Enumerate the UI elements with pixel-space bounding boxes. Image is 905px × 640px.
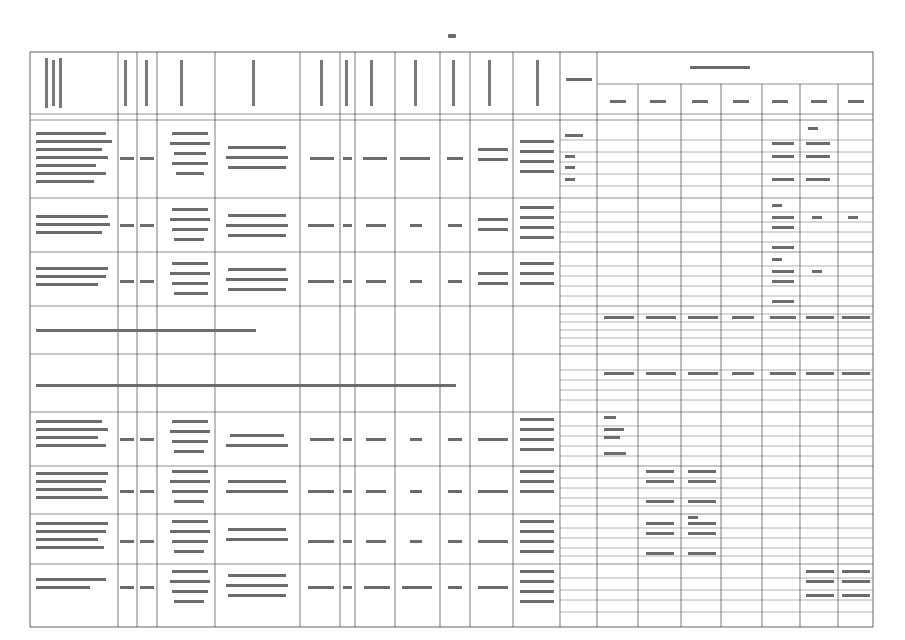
page-number-mark [448, 34, 456, 38]
header-text-marks [45, 58, 864, 108]
row-text-marks [36, 127, 870, 603]
funding-subrows [560, 140, 873, 612]
